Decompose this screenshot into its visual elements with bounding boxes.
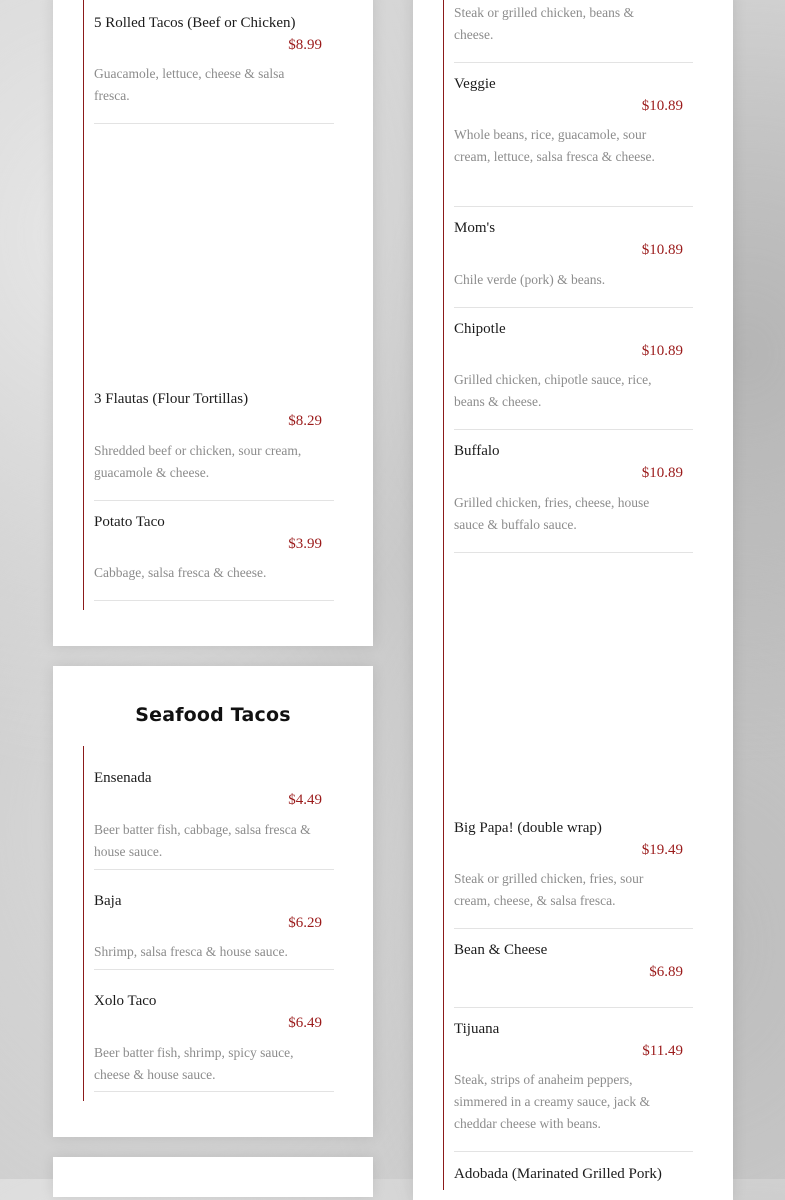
menu-item-tijuana[interactable] bbox=[454, 1021, 683, 1131]
item-description: Chile verde (pork) & beans. bbox=[454, 272, 606, 287]
item-divider bbox=[454, 1151, 693, 1152]
item-description: Grilled chicken, fries, cheese, house sauce & buffalo sauce. bbox=[454, 495, 650, 532]
item-divider bbox=[454, 928, 693, 929]
item-divider bbox=[94, 869, 334, 870]
item-description: Beer batter fish, cabbage, salsa fresca & house sauce. bbox=[94, 822, 311, 859]
item-name: Baja bbox=[94, 893, 122, 909]
item-price: $10.89 bbox=[641, 465, 683, 481]
item-price: $11.49 bbox=[642, 1043, 683, 1059]
item-divider bbox=[454, 62, 693, 63]
item-name: Xolo Taco bbox=[94, 993, 157, 1009]
item-price: $8.29 bbox=[288, 413, 322, 429]
item-description: Whole beans, rice, guacamole, sour cream, lettuce, salsa fresca & cheese. bbox=[454, 127, 655, 164]
item-name: Bean & Cheese bbox=[454, 942, 548, 958]
item-divider bbox=[454, 307, 693, 308]
menu-item-big-papa[interactable] bbox=[454, 820, 683, 910]
item-description: Shredded beef or chicken, sour cream, guacamole & cheese. bbox=[94, 443, 302, 480]
item-name: Buffalo bbox=[454, 443, 500, 459]
item-price: $10.89 bbox=[641, 343, 683, 359]
item-name: Adobada (Marinated Grilled Pork) bbox=[454, 1166, 662, 1182]
item-name: Big Papa! (double wrap) bbox=[454, 820, 602, 836]
item-description: Grilled chicken, chipotle sauce, rice, beans & cheese. bbox=[454, 372, 652, 409]
item-description: Cabbage, salsa fresca & cheese. bbox=[94, 565, 267, 580]
menu-card-burritos bbox=[413, 0, 733, 1200]
menu-item-buffalo[interactable] bbox=[454, 443, 683, 533]
item-price: $6.49 bbox=[288, 1015, 322, 1031]
menu-list-rule bbox=[83, 746, 84, 1101]
item-divider bbox=[454, 552, 693, 553]
menu-item-chipotle[interactable] bbox=[454, 321, 683, 411]
menu-item-rolled-tacos[interactable] bbox=[94, 15, 322, 115]
item-divider bbox=[454, 1007, 693, 1008]
item-name: Potato Taco bbox=[94, 514, 165, 530]
item-price: $19.49 bbox=[641, 842, 683, 858]
menu-item-moms[interactable] bbox=[454, 220, 683, 290]
item-divider bbox=[94, 500, 334, 501]
item-description: Beer batter fish, shrimp, spicy sauce, cheese & house sauce. bbox=[94, 1045, 294, 1082]
menu-item-bean-cheese[interactable] bbox=[454, 942, 683, 987]
menu-card-tacos bbox=[53, 0, 373, 646]
menu-card-next bbox=[53, 1157, 373, 1197]
item-description: Steak or grilled chicken, fries, sour cream, cheese, & salsa fresca. bbox=[454, 871, 644, 908]
item-price: $10.89 bbox=[641, 98, 683, 114]
menu-item-potato-taco[interactable] bbox=[94, 514, 322, 584]
item-divider bbox=[94, 123, 334, 124]
item-divider bbox=[94, 600, 334, 601]
item-price: $10.89 bbox=[641, 242, 683, 258]
item-divider bbox=[454, 429, 693, 430]
item-price: $4.49 bbox=[288, 792, 322, 808]
item-description: Steak, strips of anaheim peppers, simmered in a creamy sauce, jack & cheddar cheese with beans. bbox=[454, 1072, 651, 1131]
item-description: Shrimp, salsa fresca & house sauce. bbox=[94, 944, 288, 959]
item-description: Steak or grilled chicken, beans & cheese. bbox=[454, 5, 634, 42]
item-name: Chipotle bbox=[454, 321, 506, 337]
menu-item-adobada[interactable] bbox=[454, 1166, 683, 1190]
item-price: $6.89 bbox=[649, 964, 683, 980]
item-name: Mom's bbox=[454, 220, 496, 236]
menu-item-ensenada[interactable] bbox=[94, 770, 322, 860]
item-name: Tijuana bbox=[454, 1021, 500, 1037]
item-name: Ensenada bbox=[94, 770, 152, 786]
item-price: $8.99 bbox=[288, 37, 322, 53]
menu-item-baja[interactable] bbox=[94, 893, 322, 963]
menu-item-veggie[interactable] bbox=[454, 76, 683, 186]
item-divider bbox=[94, 1091, 334, 1092]
menu-item-flautas[interactable] bbox=[94, 391, 322, 486]
item-price: $3.99 bbox=[288, 536, 322, 552]
item-description: Guacamole, lettuce, cheese & salsa fresca. bbox=[94, 66, 285, 103]
menu-item-xolo-taco[interactable] bbox=[94, 993, 322, 1083]
section-title: Seafood Tacos bbox=[135, 704, 291, 726]
menu-card-seafood-tacos bbox=[53, 666, 373, 1137]
item-divider bbox=[454, 206, 693, 207]
item-divider bbox=[94, 969, 334, 970]
menu-list-rule bbox=[83, 0, 84, 610]
item-name: 5 Rolled Tacos (Beef or Chicken) bbox=[94, 15, 296, 31]
item-price: $6.29 bbox=[288, 915, 322, 931]
item-name: Veggie bbox=[454, 76, 496, 92]
menu-list-rule bbox=[443, 0, 444, 1190]
item-name: 3 Flautas (Flour Tortillas) bbox=[94, 391, 249, 407]
